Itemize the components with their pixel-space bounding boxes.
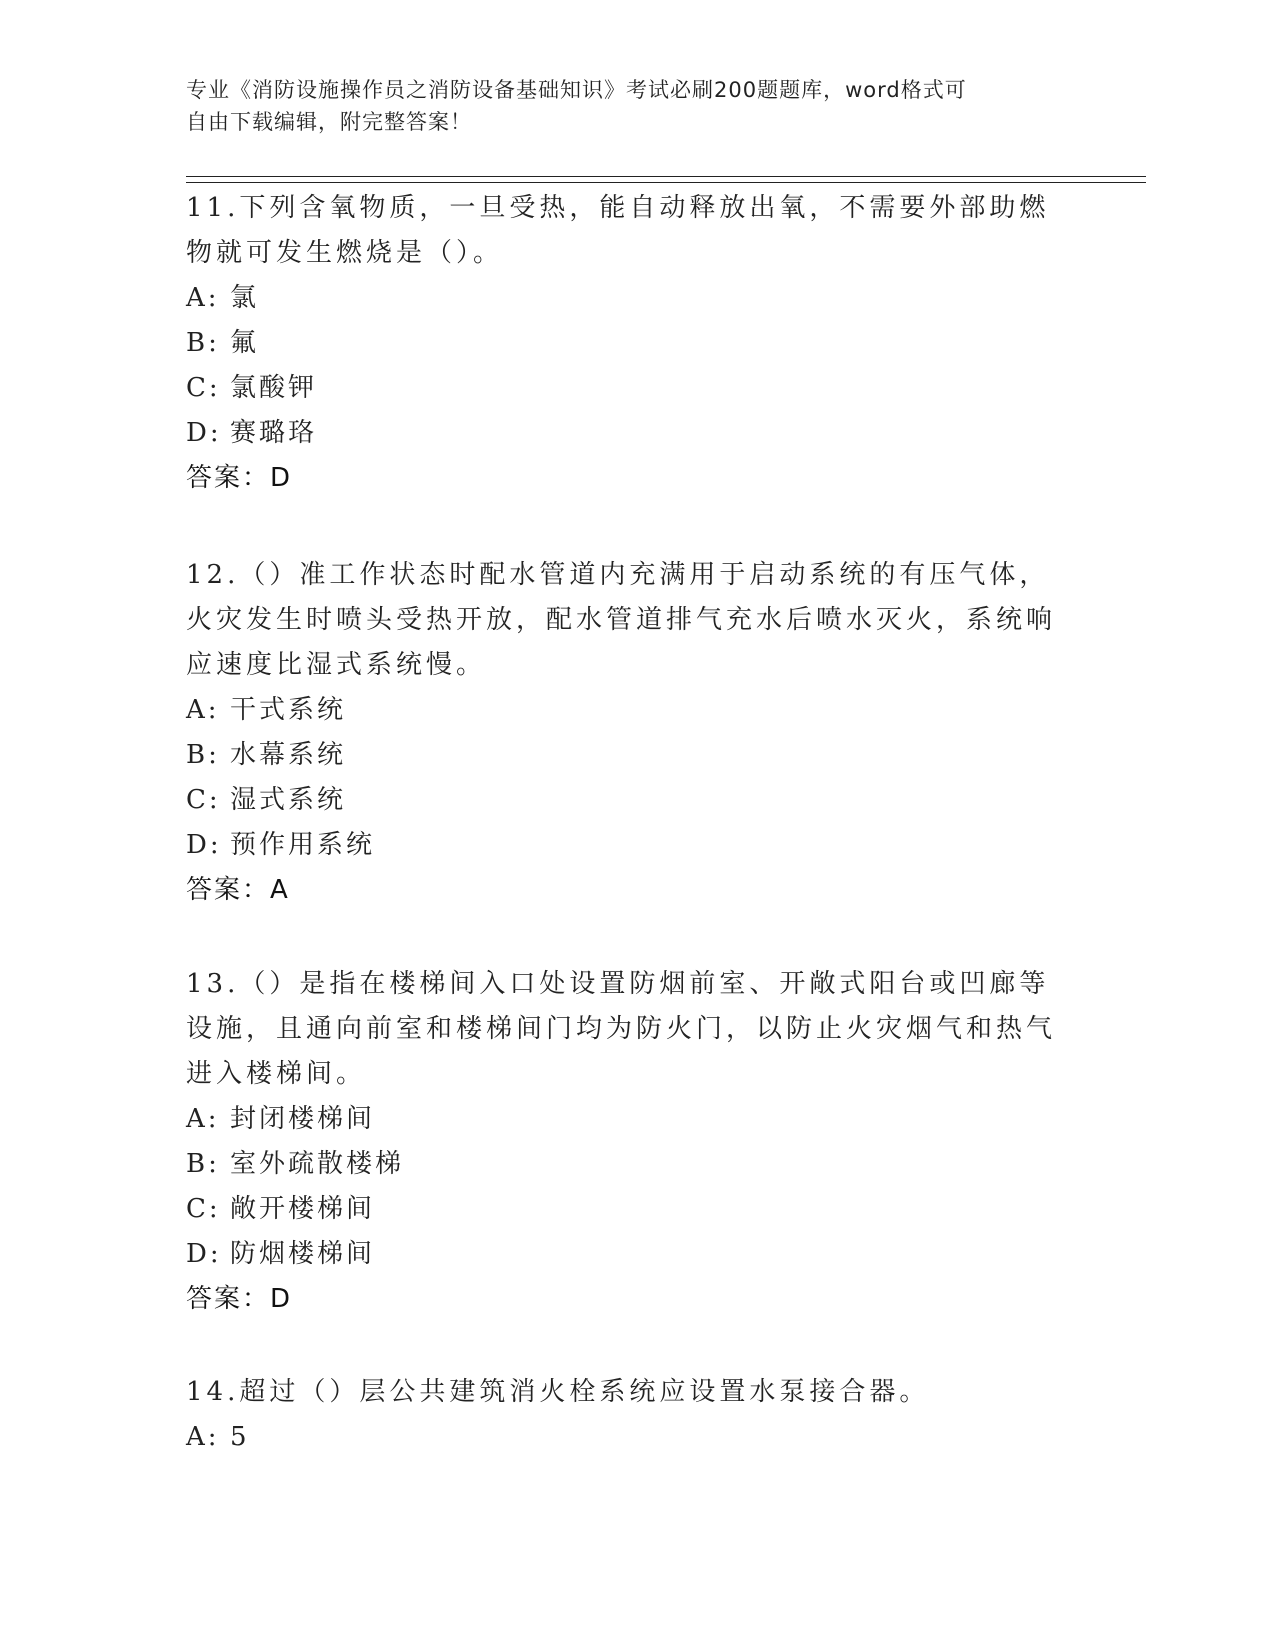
header-line-1: 专业《消防设施操作员之消防设备基础知识》考试必刷200题题库，word格式可 [186, 78, 967, 102]
option-text: 防烟楼梯间 [230, 1239, 376, 1269]
option-text: 湿式系统 [230, 785, 347, 815]
option-a [186, 1415, 1066, 1460]
option-text: 预作用系统 [230, 830, 376, 860]
question-13 [186, 962, 1066, 1322]
option-letter: B: [186, 1149, 220, 1179]
option-text: 室外疏散楼梯 [230, 1149, 405, 1179]
option-text: 干式系统 [230, 695, 347, 725]
question-11 [186, 186, 1066, 501]
option-letter: A: [186, 1104, 220, 1134]
option-b [186, 733, 1066, 778]
option-text: 氯酸钾 [230, 373, 318, 403]
option-b [186, 321, 1066, 366]
option-c [186, 366, 1066, 411]
option-letter: A: [186, 695, 220, 725]
option-a [186, 276, 1066, 321]
header-divider-bottom [186, 182, 1146, 183]
question-stem: 11.下列含氧物质，一旦受热，能自动释放出氧，不需要外部助燃物就可发生燃烧是（）。 [186, 193, 1050, 268]
option-letter: B: [186, 740, 220, 770]
option-letter: C: [186, 1194, 221, 1224]
option-d [186, 1232, 1066, 1277]
question-stem: 14.超过（）层公共建筑消火栓系统应设置水泵接合器。 [186, 1377, 930, 1407]
header-divider-top [186, 176, 1146, 177]
answer-line: 答案：A [186, 875, 290, 905]
option-letter: A: [186, 283, 220, 313]
question-stem: 13.（）是指在楼梯间入口处设置防烟前室、开敞式阳台或凹廊等设施，且通向前室和楼梯间门均为防火门，以防止火灾烟气和热气进入楼梯间。 [186, 969, 1057, 1089]
option-letter: C: [186, 373, 221, 403]
option-a [186, 1097, 1066, 1142]
option-b [186, 1142, 1066, 1187]
option-c [186, 778, 1066, 823]
question-stem: 12.（）准工作状态时配水管道内充满用于启动系统的有压气体，火灾发生时喷头受热开放，配水管道排气充水后喷水灭火，系统响应速度比湿式系统慢。 [186, 560, 1057, 680]
document-header [186, 74, 1066, 138]
option-text: 氟 [230, 328, 260, 358]
option-letter: D: [186, 418, 222, 448]
option-letter: A: [186, 1422, 220, 1452]
option-letter: C: [186, 785, 221, 815]
option-letter: D: [186, 1239, 222, 1269]
question-14 [186, 1370, 1066, 1460]
option-text: 赛璐珞 [230, 418, 318, 448]
option-c [186, 1187, 1066, 1232]
answer-line: 答案：D [186, 463, 293, 493]
header-line-2: 自由下载编辑，附完整答案！ [186, 110, 472, 134]
option-d [186, 823, 1066, 868]
option-d [186, 411, 1066, 456]
option-text: 氯 [230, 283, 260, 313]
option-letter: B: [186, 328, 220, 358]
option-text: 5 [230, 1422, 250, 1452]
option-text: 水幕系统 [230, 740, 347, 770]
option-text: 敞开楼梯间 [230, 1194, 376, 1224]
option-text: 封闭楼梯间 [230, 1104, 376, 1134]
answer-line: 答案：D [186, 1284, 293, 1314]
question-12 [186, 553, 1066, 913]
option-a [186, 688, 1066, 733]
option-letter: D: [186, 830, 222, 860]
